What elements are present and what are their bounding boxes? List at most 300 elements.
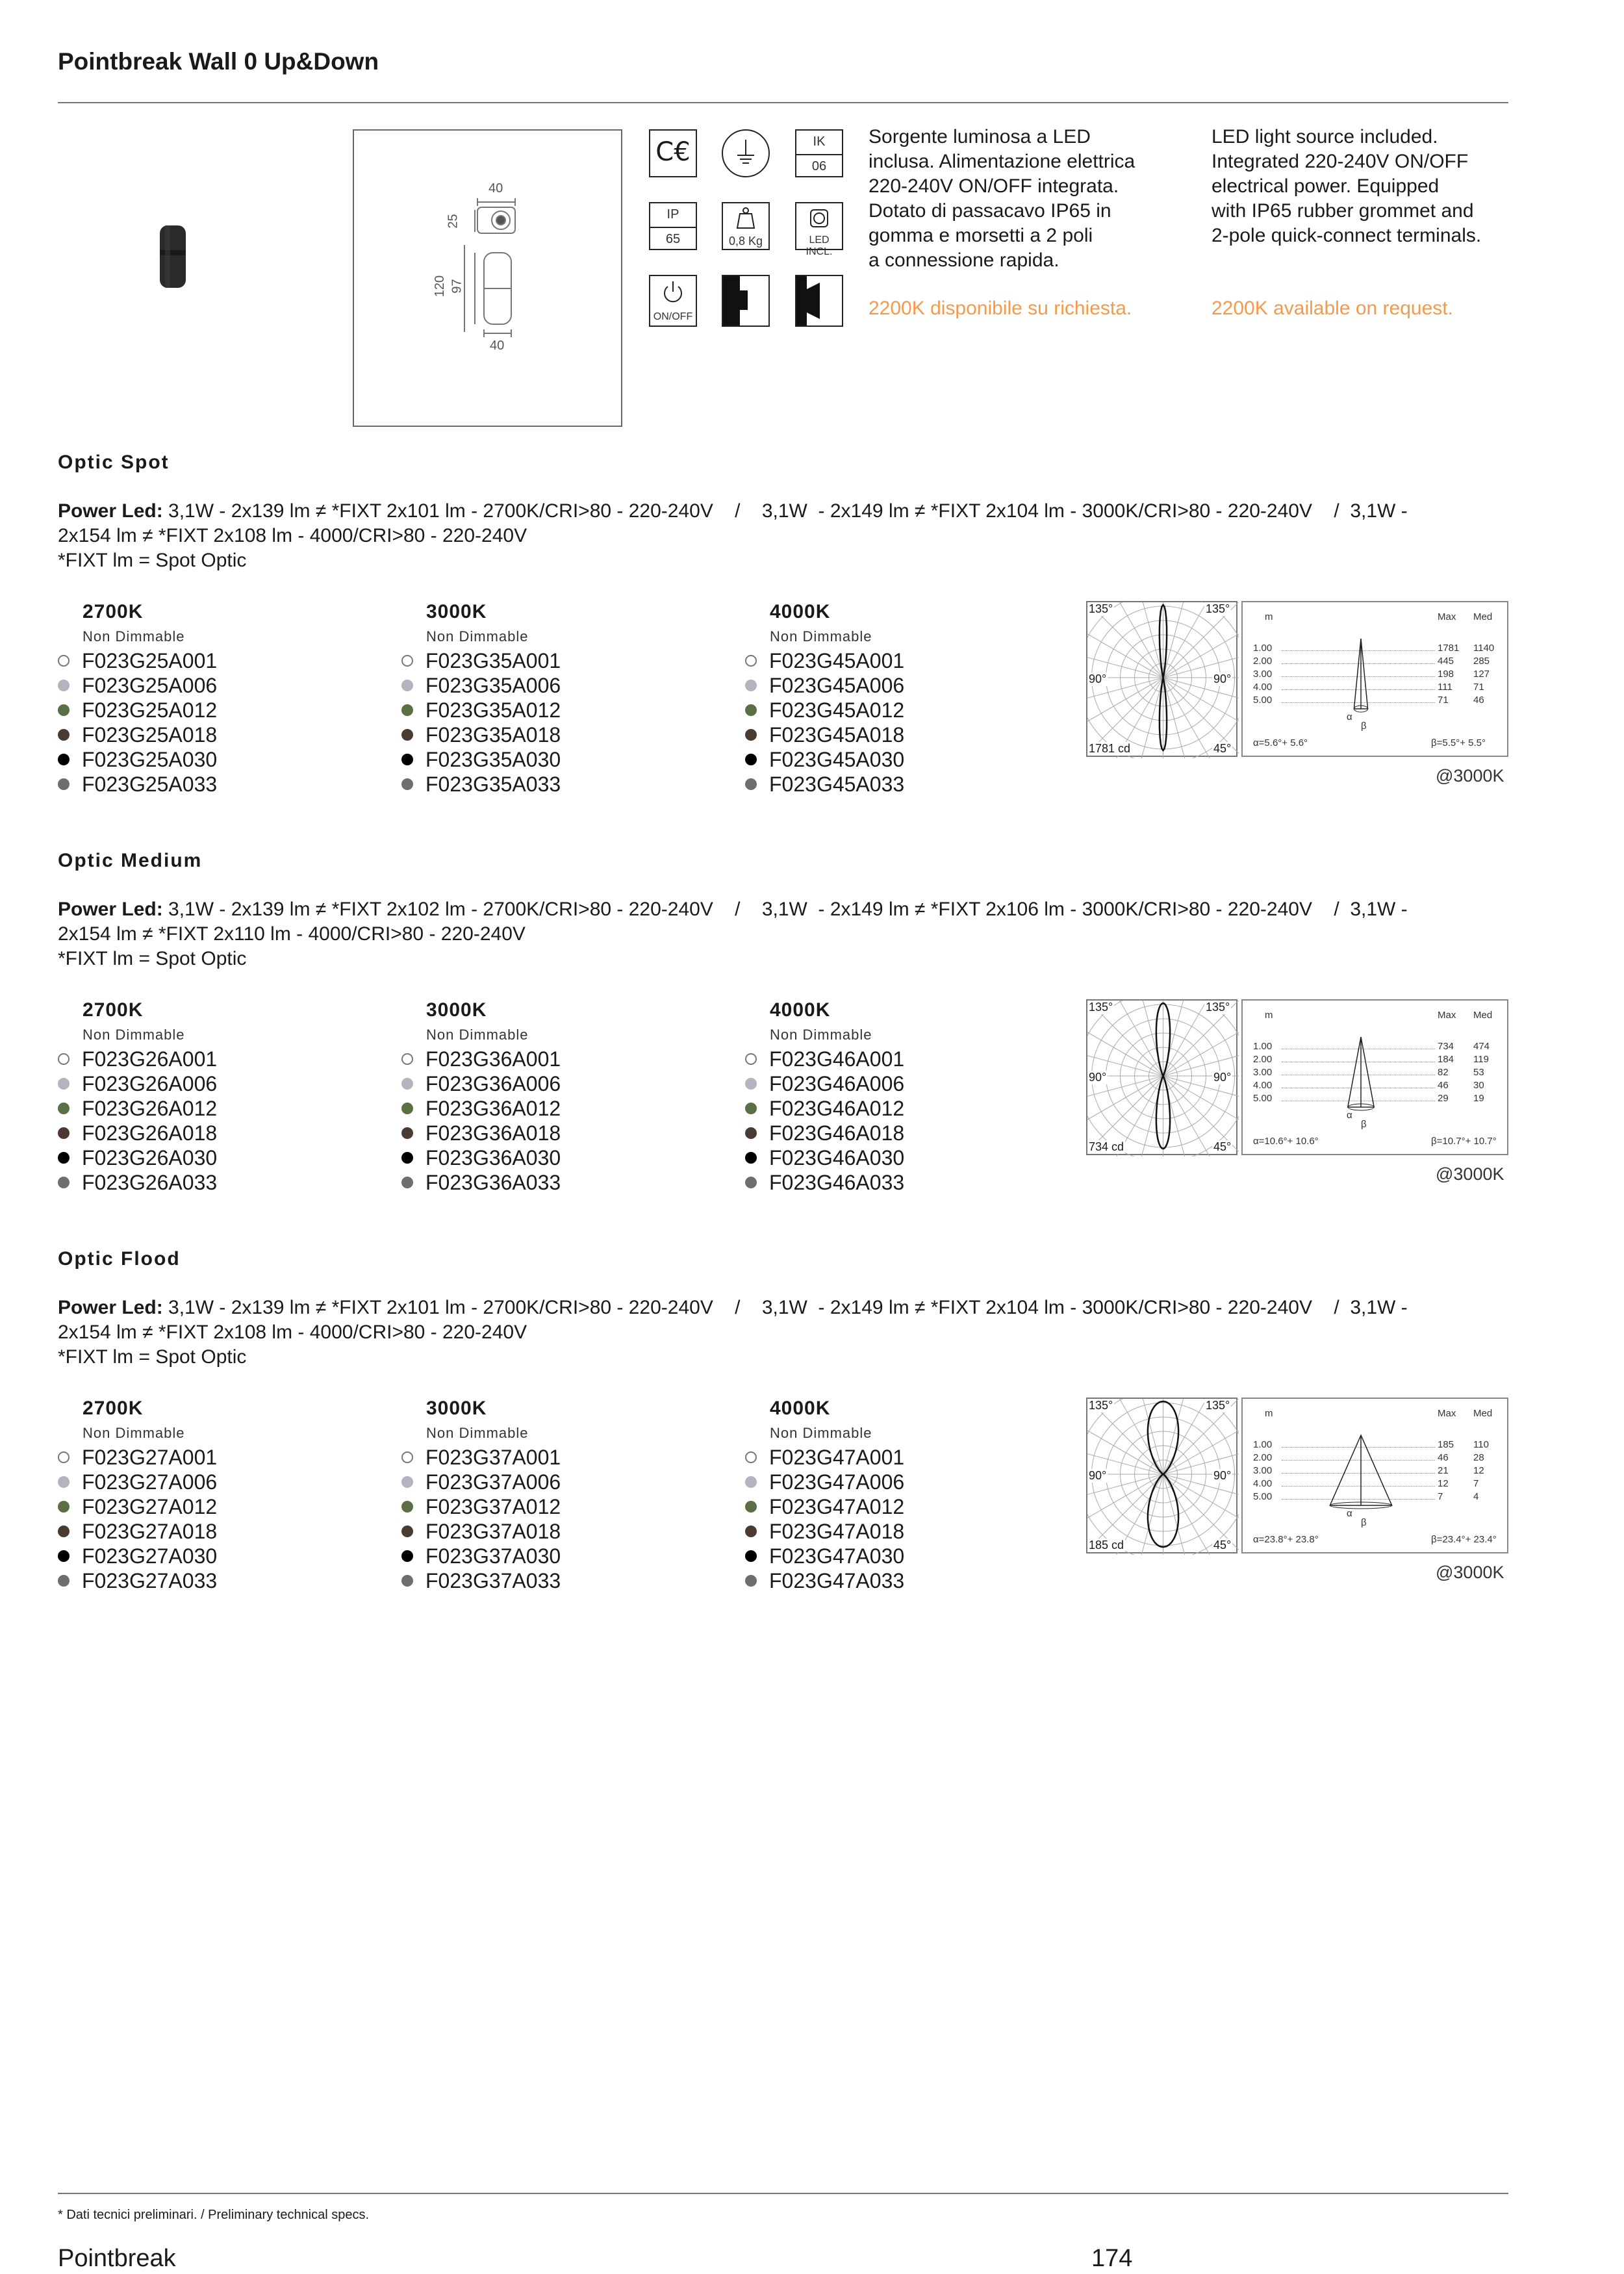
candela-scale: 734 cd bbox=[1089, 1140, 1124, 1153]
product-code-item bbox=[745, 772, 904, 797]
finish-swatch bbox=[401, 754, 413, 765]
product-code-list bbox=[58, 1445, 217, 1593]
finish-swatch bbox=[745, 1103, 757, 1114]
product-code-list bbox=[58, 1047, 217, 1195]
beam-angle-beta: β=5.5°+ 5.5° bbox=[1431, 737, 1486, 748]
product-code-item bbox=[58, 698, 217, 722]
description-it-line: Sorgente luminosa a LED bbox=[869, 126, 1091, 147]
finish-swatch bbox=[745, 729, 757, 741]
description-it-line: 220-240V ON/OFF integrata. bbox=[869, 175, 1119, 197]
product-code: F023G25A018 bbox=[82, 723, 218, 747]
table-header-max: Max bbox=[1438, 611, 1456, 622]
product-code: F023G47A006 bbox=[769, 1470, 905, 1494]
power-label: Power Led: bbox=[58, 500, 163, 522]
product-code: F023G26A033 bbox=[82, 1171, 218, 1194]
max-lux-value: 7 bbox=[1438, 1491, 1443, 1502]
polar-diagram bbox=[1086, 601, 1237, 757]
med-lux-value: 119 bbox=[1473, 1054, 1489, 1065]
finish-swatch bbox=[401, 655, 413, 667]
product-code: F023G27A030 bbox=[82, 1544, 218, 1568]
distance-value: 5.00 bbox=[1253, 1093, 1273, 1104]
power-text: 3,1W - 2x139 lm ≠ *FIXT 2x101 lm - 2700K/CRI>80 - 220-240V / 3,1W - 2x149 lm ≠ *FIXT 2x104 lm - 3000K/CRI>80 - 220-240V / 3,1W - bbox=[162, 500, 1408, 522]
beam-angle-alpha: α=5.6°+ 5.6° bbox=[1253, 737, 1308, 748]
ground-icon bbox=[722, 129, 770, 177]
illuminance-table bbox=[1241, 601, 1508, 757]
fixt-note: *FIXT lm = Spot Optic bbox=[58, 948, 247, 969]
product-code: F023G37A006 bbox=[425, 1470, 561, 1494]
product-code-item bbox=[745, 648, 904, 673]
description-en-line: with IP65 rubber grommet and bbox=[1212, 200, 1474, 222]
distance-value: 2.00 bbox=[1253, 656, 1273, 667]
med-lux-value: 46 bbox=[1473, 695, 1484, 706]
color-temp-heading: 2700K bbox=[82, 1398, 144, 1419]
color-temp-heading: 2700K bbox=[82, 999, 144, 1021]
table-header-med: Med bbox=[1473, 611, 1493, 622]
angle-label: 90° bbox=[1089, 672, 1107, 685]
beta-symbol: β bbox=[1361, 1119, 1367, 1130]
footer-divider bbox=[58, 2193, 1508, 2194]
finish-swatch bbox=[58, 655, 70, 667]
availability-note-en: 2200K available on request. bbox=[1212, 298, 1453, 319]
product-code-item bbox=[58, 648, 217, 673]
distance-value: 1.00 bbox=[1253, 643, 1273, 654]
finish-swatch bbox=[58, 704, 70, 716]
distance-value: 4.00 bbox=[1253, 682, 1273, 693]
power-label: Power Led: bbox=[58, 899, 163, 920]
med-lux-value: 53 bbox=[1473, 1067, 1484, 1078]
product-code-item bbox=[745, 1494, 904, 1519]
product-code-item bbox=[745, 1470, 904, 1494]
angle-label: 135° bbox=[1089, 1001, 1113, 1014]
angle-label: 90° bbox=[1213, 1071, 1232, 1084]
product-code-item bbox=[401, 1145, 561, 1170]
product-code-item bbox=[745, 1445, 904, 1470]
dimming-label: Non Dimmable bbox=[82, 628, 185, 645]
finish-swatch bbox=[58, 1152, 70, 1164]
product-code-item bbox=[745, 673, 904, 698]
med-lux-value: 4 bbox=[1473, 1491, 1479, 1502]
power-line: 2x154 lm ≠ *FIXT 2x108 lm - 4000/CRI>80 - 220-240V bbox=[58, 1322, 527, 1343]
product-code-item bbox=[58, 1445, 217, 1470]
finish-swatch bbox=[58, 1053, 70, 1065]
product-code-item bbox=[401, 1445, 561, 1470]
dimming-label: Non Dimmable bbox=[426, 628, 529, 645]
footnote: * Dati tecnici preliminari. / Preliminary technical specs. bbox=[58, 2208, 370, 2222]
measurement-temp: @3000K bbox=[1436, 1563, 1504, 1582]
dim-body-height: 97 bbox=[450, 279, 464, 294]
description-it bbox=[869, 125, 1193, 273]
dimming-label: Non Dimmable bbox=[426, 1027, 529, 1043]
section-title: Optic Spot bbox=[58, 452, 170, 473]
finish-swatch bbox=[58, 1526, 70, 1537]
angle-label: 45° bbox=[1213, 742, 1232, 755]
angle-label: 90° bbox=[1089, 1469, 1107, 1482]
finish-swatch bbox=[58, 1127, 70, 1139]
product-code: F023G25A006 bbox=[82, 674, 218, 697]
color-temp-heading: 3000K bbox=[426, 999, 487, 1021]
product-code-item bbox=[58, 722, 217, 747]
beam-angle-beta: β=23.4°+ 23.4° bbox=[1431, 1534, 1497, 1545]
finish-swatch bbox=[58, 754, 70, 765]
product-code: F023G36A006 bbox=[425, 1072, 561, 1095]
distance-value: 4.00 bbox=[1253, 1080, 1273, 1091]
dimming-label: Non Dimmable bbox=[770, 1027, 872, 1043]
product-code: F023G47A033 bbox=[769, 1569, 905, 1592]
section-title: Optic Medium bbox=[58, 850, 203, 871]
product-code-item bbox=[401, 648, 561, 673]
page-number: 174 bbox=[1091, 2245, 1133, 2272]
finish-swatch bbox=[745, 1451, 757, 1463]
product-code-item bbox=[58, 1121, 217, 1145]
description-en-line: LED light source included. bbox=[1212, 126, 1438, 147]
power-text: 3,1W - 2x139 lm ≠ *FIXT 2x101 lm - 2700K/CRI>80 - 220-240V / 3,1W - 2x149 lm ≠ *FIXT 2x104 lm - 3000K/CRI>80 - 220-240V / 3,1W - bbox=[162, 1297, 1408, 1318]
finish-swatch bbox=[401, 1526, 413, 1537]
alpha-symbol: α bbox=[1347, 1110, 1352, 1121]
angle-label: 90° bbox=[1213, 1469, 1232, 1482]
led-included-label: LED INCL. bbox=[806, 235, 833, 257]
product-code-item bbox=[401, 1170, 561, 1195]
angle-label: 90° bbox=[1213, 672, 1232, 685]
finish-swatch bbox=[401, 1152, 413, 1164]
finish-swatch bbox=[745, 1177, 757, 1188]
product-code-item bbox=[401, 673, 561, 698]
angle-label: 45° bbox=[1213, 1539, 1232, 1552]
description-en bbox=[1212, 125, 1536, 248]
product-code-item bbox=[401, 1121, 561, 1145]
max-lux-value: 29 bbox=[1438, 1093, 1449, 1104]
angle-label: 90° bbox=[1089, 1071, 1107, 1084]
finish-swatch bbox=[58, 1476, 70, 1488]
med-lux-value: 1140 bbox=[1473, 643, 1495, 654]
product-code: F023G25A001 bbox=[82, 649, 218, 672]
finish-swatch bbox=[401, 1127, 413, 1139]
product-code-item bbox=[401, 747, 561, 772]
color-temp-heading: 4000K bbox=[770, 601, 831, 622]
product-code: F023G25A012 bbox=[82, 698, 218, 722]
power-line bbox=[58, 499, 1487, 524]
product-code: F023G47A018 bbox=[769, 1520, 905, 1543]
product-code-item bbox=[401, 1047, 561, 1071]
product-code: F023G46A018 bbox=[769, 1121, 905, 1145]
finish-swatch bbox=[401, 1501, 413, 1513]
max-lux-value: 21 bbox=[1438, 1465, 1449, 1476]
product-code: F023G37A030 bbox=[425, 1544, 561, 1568]
product-code: F023G35A033 bbox=[425, 773, 561, 796]
distance-value: 5.00 bbox=[1253, 1491, 1273, 1502]
product-code-list bbox=[58, 648, 217, 797]
product-code-item bbox=[401, 1519, 561, 1544]
product-code: F023G35A018 bbox=[425, 723, 561, 747]
finish-swatch bbox=[58, 1501, 70, 1513]
finish-swatch bbox=[401, 1550, 413, 1562]
product-code-item bbox=[745, 1096, 904, 1121]
product-code-item bbox=[401, 1071, 561, 1096]
product-code: F023G47A001 bbox=[769, 1446, 905, 1469]
finish-swatch bbox=[58, 1575, 70, 1587]
product-code-item bbox=[401, 1544, 561, 1568]
product-code: F023G26A006 bbox=[82, 1072, 218, 1095]
product-code: F023G35A012 bbox=[425, 698, 561, 722]
max-lux-value: 111 bbox=[1438, 682, 1453, 693]
product-code-item bbox=[401, 722, 561, 747]
product-code: F023G46A030 bbox=[769, 1146, 905, 1169]
dimming-label: Non Dimmable bbox=[82, 1027, 185, 1043]
product-code-list bbox=[401, 1445, 561, 1593]
power-line: 2x154 lm ≠ *FIXT 2x110 lm - 4000/CRI>80 - 220-240V bbox=[58, 923, 526, 945]
beta-symbol: β bbox=[1361, 721, 1367, 732]
finish-swatch bbox=[401, 729, 413, 741]
finish-swatch bbox=[58, 729, 70, 741]
led-included-icon bbox=[795, 202, 843, 257]
med-lux-value: 285 bbox=[1473, 656, 1490, 667]
angle-label: 45° bbox=[1213, 1140, 1232, 1153]
finish-swatch bbox=[401, 1575, 413, 1587]
color-temp-heading: 3000K bbox=[426, 601, 487, 622]
measurement-temp: @3000K bbox=[1436, 1164, 1504, 1184]
product-code: F023G37A018 bbox=[425, 1520, 561, 1543]
product-code-item bbox=[745, 1047, 904, 1071]
product-code: F023G37A012 bbox=[425, 1495, 561, 1518]
power-label: Power Led: bbox=[58, 1297, 163, 1318]
drawing-lines bbox=[354, 131, 624, 428]
finish-swatch bbox=[745, 1152, 757, 1164]
ip-rating-icon bbox=[649, 202, 697, 250]
power-led-spec bbox=[58, 897, 1487, 971]
product-code: F023G35A006 bbox=[425, 674, 561, 697]
product-code: F023G46A006 bbox=[769, 1072, 905, 1095]
dim-head-height: 25 bbox=[446, 214, 461, 229]
power-led-spec bbox=[58, 1296, 1487, 1370]
finish-swatch bbox=[745, 754, 757, 765]
distance-value: 2.00 bbox=[1253, 1452, 1273, 1463]
max-lux-value: 12 bbox=[1438, 1478, 1449, 1489]
availability-note-it: 2200K disponibile su richiesta. bbox=[869, 298, 1132, 319]
beam-angle-alpha: α=23.8°+ 23.8° bbox=[1253, 1534, 1319, 1545]
alpha-symbol: α bbox=[1347, 1508, 1352, 1519]
finish-swatch bbox=[745, 680, 757, 691]
ik-value: 06 bbox=[811, 159, 827, 173]
med-lux-value: 474 bbox=[1473, 1041, 1490, 1052]
illuminance-table bbox=[1241, 999, 1508, 1155]
description-en-line: 2-pole quick-connect terminals. bbox=[1212, 225, 1482, 246]
power-line: 2x154 lm ≠ *FIXT 2x108 lm - 4000/CRI>80 - 220-240V bbox=[58, 525, 527, 546]
product-code: F023G45A033 bbox=[769, 773, 905, 796]
angle-label: 135° bbox=[1089, 602, 1113, 615]
product-code-item bbox=[745, 698, 904, 722]
finish-swatch bbox=[401, 1451, 413, 1463]
max-lux-value: 1781 bbox=[1438, 643, 1460, 654]
product-code: F023G35A030 bbox=[425, 748, 561, 771]
product-code-item bbox=[58, 673, 217, 698]
distance-value: 3.00 bbox=[1253, 669, 1273, 680]
product-code: F023G47A030 bbox=[769, 1544, 905, 1568]
dimming-label: Non Dimmable bbox=[770, 628, 872, 645]
product-code: F023G35A001 bbox=[425, 649, 561, 672]
candela-scale: 185 cd bbox=[1089, 1539, 1124, 1552]
up-light-icon bbox=[722, 275, 770, 327]
section-title: Optic Flood bbox=[58, 1248, 181, 1270]
description-it-line: gomma e morsetti a 2 poli bbox=[869, 225, 1093, 246]
product-code-item bbox=[58, 1519, 217, 1544]
color-temp-heading: 4000K bbox=[770, 1398, 831, 1419]
distance-value: 4.00 bbox=[1253, 1478, 1273, 1489]
max-lux-value: 46 bbox=[1438, 1080, 1449, 1091]
product-code: F023G37A001 bbox=[425, 1446, 561, 1469]
ce-icon: C€ bbox=[649, 129, 697, 177]
product-code-item bbox=[58, 1170, 217, 1195]
ip-label: IP bbox=[666, 207, 679, 222]
med-lux-value: 71 bbox=[1473, 682, 1484, 693]
product-code-item bbox=[745, 747, 904, 772]
product-code: F023G36A012 bbox=[425, 1097, 561, 1120]
on-off-icon bbox=[649, 275, 697, 327]
med-lux-value: 19 bbox=[1473, 1093, 1484, 1104]
product-code: F023G45A012 bbox=[769, 698, 905, 722]
finish-swatch bbox=[745, 1053, 757, 1065]
power-line bbox=[58, 1296, 1487, 1320]
med-lux-value: 7 bbox=[1473, 1478, 1479, 1489]
table-header-med: Med bbox=[1473, 1408, 1493, 1419]
product-code-item bbox=[58, 772, 217, 797]
max-lux-value: 734 bbox=[1438, 1041, 1454, 1052]
max-lux-value: 82 bbox=[1438, 1067, 1449, 1078]
product-code: F023G27A033 bbox=[82, 1569, 218, 1592]
fixt-note: *FIXT lm = Spot Optic bbox=[58, 550, 247, 571]
product-code-item bbox=[745, 1145, 904, 1170]
technical-drawing bbox=[353, 129, 622, 427]
beta-symbol: β bbox=[1361, 1517, 1367, 1528]
product-code: F023G45A030 bbox=[769, 748, 905, 771]
finish-swatch bbox=[745, 655, 757, 667]
polar-diagram bbox=[1086, 999, 1237, 1155]
product-code-item bbox=[745, 1544, 904, 1568]
product-code: F023G45A006 bbox=[769, 674, 905, 697]
product-code-list bbox=[745, 1047, 904, 1195]
med-lux-value: 12 bbox=[1473, 1465, 1484, 1476]
med-lux-value: 28 bbox=[1473, 1452, 1484, 1463]
finish-swatch bbox=[58, 1177, 70, 1188]
description-en-line: Integrated 220-240V ON/OFF bbox=[1212, 151, 1469, 172]
table-header-m: m bbox=[1265, 611, 1273, 622]
max-lux-value: 71 bbox=[1438, 695, 1449, 706]
finish-swatch bbox=[745, 1526, 757, 1537]
max-lux-value: 198 bbox=[1438, 669, 1454, 680]
table-header-max: Max bbox=[1438, 1408, 1456, 1419]
weight-label: 0,8 Kg bbox=[728, 235, 763, 248]
power-led-spec bbox=[58, 499, 1487, 573]
product-code: F023G45A018 bbox=[769, 723, 905, 747]
fixt-note: *FIXT lm = Spot Optic bbox=[58, 1346, 247, 1368]
product-code: F023G46A033 bbox=[769, 1171, 905, 1194]
product-code-item bbox=[58, 747, 217, 772]
product-code: F023G36A001 bbox=[425, 1047, 561, 1071]
dim-width-top: 40 bbox=[488, 181, 503, 196]
finish-swatch bbox=[745, 1078, 757, 1090]
beam-angle-alpha: α=10.6°+ 10.6° bbox=[1253, 1136, 1319, 1147]
measurement-temp: @3000K bbox=[1436, 766, 1504, 786]
dim-total-height: 120 bbox=[433, 275, 448, 298]
product-code-list bbox=[401, 1047, 561, 1195]
product-code: F023G46A001 bbox=[769, 1047, 905, 1071]
product-code-list bbox=[745, 648, 904, 797]
dimming-label: Non Dimmable bbox=[770, 1425, 872, 1441]
finish-swatch bbox=[58, 1451, 70, 1463]
product-code-item bbox=[58, 1470, 217, 1494]
product-code: F023G26A001 bbox=[82, 1047, 218, 1071]
weight-icon bbox=[722, 202, 770, 250]
angle-label: 135° bbox=[1206, 1399, 1230, 1412]
table-header-m: m bbox=[1265, 1408, 1273, 1419]
product-code-item bbox=[58, 1096, 217, 1121]
product-code-item bbox=[401, 1494, 561, 1519]
distance-value: 3.00 bbox=[1253, 1067, 1273, 1078]
product-code: F023G26A018 bbox=[82, 1121, 218, 1145]
product-code: F023G37A033 bbox=[425, 1569, 561, 1592]
illuminance-table bbox=[1241, 1398, 1508, 1553]
ip-value: 65 bbox=[665, 232, 681, 246]
angle-label: 135° bbox=[1089, 1399, 1113, 1412]
finish-swatch bbox=[58, 1103, 70, 1114]
finish-swatch bbox=[401, 1053, 413, 1065]
power-line bbox=[58, 897, 1487, 922]
max-lux-value: 184 bbox=[1438, 1054, 1454, 1065]
finish-swatch bbox=[58, 1550, 70, 1562]
wall-mount-icon bbox=[795, 275, 843, 327]
product-code: F023G27A012 bbox=[82, 1495, 218, 1518]
color-temp-heading: 2700K bbox=[82, 601, 144, 622]
product-code-item bbox=[401, 1470, 561, 1494]
product-code-list bbox=[745, 1445, 904, 1593]
brand-name: Pointbreak bbox=[58, 2245, 176, 2272]
polar-diagram bbox=[1086, 1398, 1237, 1553]
distance-value: 1.00 bbox=[1253, 1439, 1273, 1450]
distance-value: 3.00 bbox=[1253, 1465, 1273, 1476]
product-photo bbox=[156, 224, 192, 289]
finish-swatch bbox=[401, 1177, 413, 1188]
finish-swatch bbox=[401, 778, 413, 790]
product-code-item bbox=[745, 1519, 904, 1544]
angle-label: 135° bbox=[1206, 1001, 1230, 1014]
product-code-item bbox=[58, 1494, 217, 1519]
ik-rating-icon bbox=[795, 129, 843, 177]
power-text: 3,1W - 2x139 lm ≠ *FIXT 2x102 lm - 2700K/CRI>80 - 220-240V / 3,1W - 2x149 lm ≠ *FIXT 2x106 lm - 3000K/CRI>80 - 220-240V / 3,1W - bbox=[162, 899, 1408, 920]
finish-swatch bbox=[58, 680, 70, 691]
table-header-m: m bbox=[1265, 1010, 1273, 1021]
table-header-med: Med bbox=[1473, 1010, 1493, 1021]
product-code-item bbox=[745, 1568, 904, 1593]
product-code-item bbox=[745, 1170, 904, 1195]
max-lux-value: 46 bbox=[1438, 1452, 1449, 1463]
dim-width-bottom: 40 bbox=[490, 339, 505, 353]
med-lux-value: 127 bbox=[1473, 669, 1490, 680]
product-code-item bbox=[58, 1047, 217, 1071]
product-code-item bbox=[401, 698, 561, 722]
product-code: F023G36A018 bbox=[425, 1121, 561, 1145]
product-code: F023G36A033 bbox=[425, 1171, 561, 1194]
product-code-item bbox=[58, 1071, 217, 1096]
distance-value: 1.00 bbox=[1253, 1041, 1273, 1052]
finish-swatch bbox=[745, 1127, 757, 1139]
beam-angle-beta: β=10.7°+ 10.7° bbox=[1431, 1136, 1497, 1147]
product-code: F023G26A012 bbox=[82, 1097, 218, 1120]
product-code: F023G46A012 bbox=[769, 1097, 905, 1120]
product-code: F023G36A030 bbox=[425, 1146, 561, 1169]
product-code-item bbox=[745, 1121, 904, 1145]
finish-swatch bbox=[401, 680, 413, 691]
candela-scale: 1781 cd bbox=[1089, 742, 1131, 755]
finish-swatch bbox=[745, 1575, 757, 1587]
table-header-max: Max bbox=[1438, 1010, 1456, 1021]
